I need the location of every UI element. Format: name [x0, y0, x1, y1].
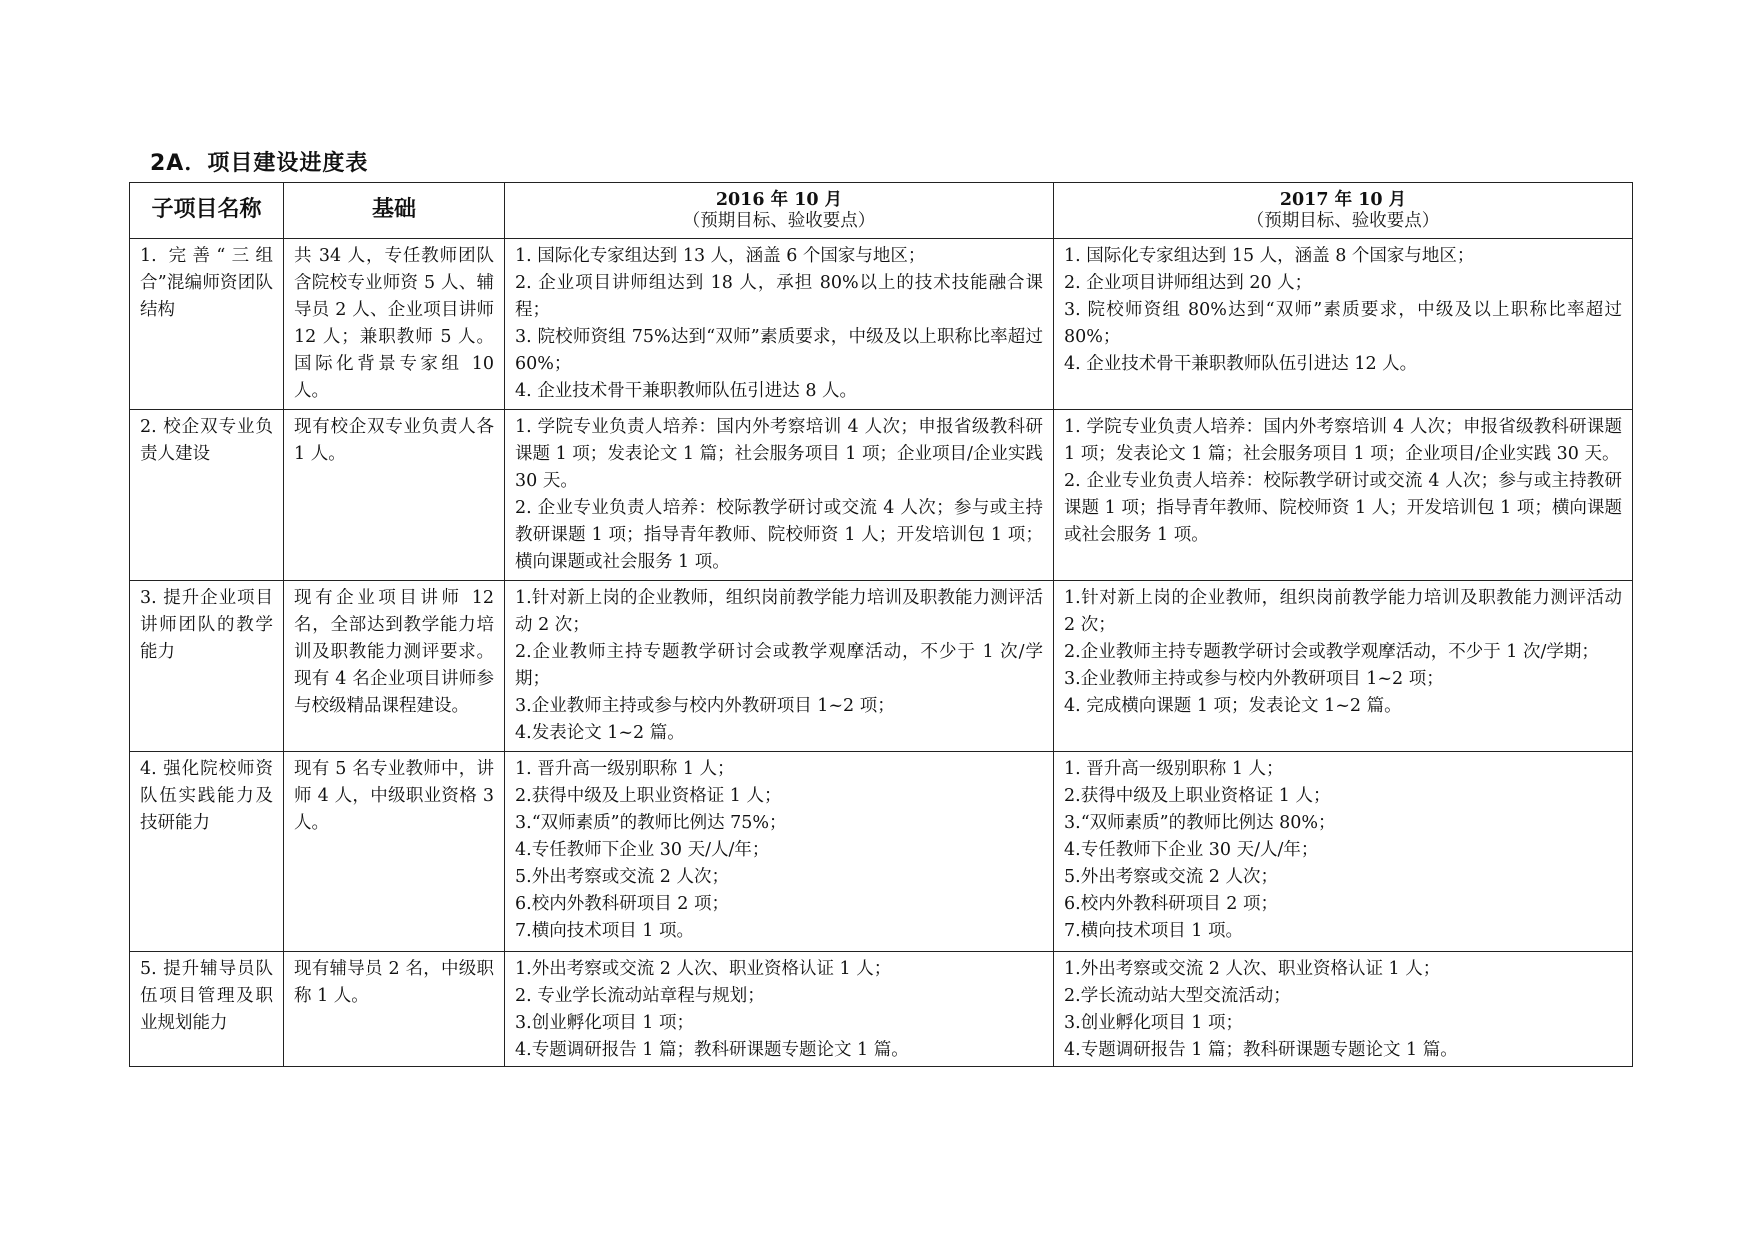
table-row: [130, 752, 1633, 952]
target-2016-cell: 1.外出考察或交流 2 人次、职业资格认证 1 人； 2. 专业学长流动站章程与规划； 3.创业孵化项目 1 项； 4.专题调研报告 1 篇；教科研课题专题论文 1 篇。: [505, 952, 1054, 1067]
table-header-row: [130, 183, 1633, 239]
subproject-name-cell: 1. 完善“三组合”混编师资团队结构: [130, 239, 284, 410]
header-2017: 2017 年 10 月 （预期目标、验收要点）: [1054, 183, 1633, 239]
document-title: 2A．项目建设进度表: [150, 151, 369, 176]
header-2016: 2016 年 10 月 （预期目标、验收要点）: [505, 183, 1054, 239]
progress-schedule-table: [129, 182, 1633, 1067]
table-row: [130, 952, 1633, 1067]
table-row: [130, 410, 1633, 581]
basis-cell: 现有校企双专业负责人各 1 人。: [284, 410, 505, 581]
table-row: [130, 581, 1633, 752]
header-basis: 基础: [284, 183, 505, 239]
target-2017-cell: 1.外出考察或交流 2 人次、职业资格认证 1 人； 2.学长流动站大型交流活动； 3.创业孵化项目 1 项； 4.专题调研报告 1 篇；教科研课题专题论文 1 篇。: [1054, 952, 1633, 1067]
target-2017-cell: 1. 晋升高一级别职称 1 人； 2.获得中级及上职业资格证 1 人； 3.“双师素质”的教师比例达 80%； 4.专任教师下企业 30 天/人/年； 5.外出考察或交流 2 人次； 6.校内外教科研项目 2 项； 7.横向技术项目 1 项。: [1054, 752, 1633, 952]
subproject-name-cell: 3. 提升企业项目讲师团队的教学能力: [130, 581, 284, 752]
header-subproject-name: 子项目名称: [130, 183, 284, 239]
basis-cell: 现有 5 名专业教师中，讲师 4 人，中级职业资格 3 人。: [284, 752, 505, 952]
target-2017-cell: 1. 国际化专家组达到 15 人，涵盖 8 个国家与地区； 2. 企业项目讲师组达到 20 人； 3. 院校师资组 80%达到“双师”素质要求，中级及以上职称比率超过 80%； 4. 企业技术骨干兼职教师队伍引进达 12 人。: [1054, 239, 1633, 410]
basis-cell: 现有辅导员 2 名，中级职称 1 人。: [284, 952, 505, 1067]
target-2016-cell: 1. 国际化专家组达到 13 人，涵盖 6 个国家与地区； 2. 企业项目讲师组达到 18 人，承担 80%以上的技术技能融合课程； 3. 院校师资组 75%达到“双师”素质要求，中级及以上职称比率超过 60%； 4. 企业技术骨干兼职教师队伍引进达 8 人。: [505, 239, 1054, 410]
basis-cell: 现有企业项目讲师 12 名，全部达到教学能力培训及职教能力测评要求。现有 4 名企业项目讲师参与校级精品课程建设。: [284, 581, 505, 752]
target-2016-cell: 1.针对新上岗的企业教师，组织岗前教学能力培训及职教能力测评活动 2 次； 2.企业教师主持专题教学研讨会或教学观摩活动，不少于 1 次/学期； 3.企业教师主持或参与校内外教研项目 1~2 项； 4.发表论文 1~2 篇。: [505, 581, 1054, 752]
target-2016-cell: 1. 晋升高一级别职称 1 人； 2.获得中级及上职业资格证 1 人； 3.“双师素质”的教师比例达 75%； 4.专任教师下企业 30 天/人/年； 5.外出考察或交流 2 人次； 6.校内外教科研项目 2 项； 7.横向技术项目 1 项。: [505, 752, 1054, 952]
target-2016-cell: 1. 学院专业负责人培养：国内外考察培训 4 人次；申报省级教科研课题 1 项；发表论文 1 篇；社会服务项目 1 项；企业项目/企业实践 30 天。 2. 企业专业负责人培养：校际教学研讨或交流 4 人次；参与或主持教研课题 1 项；指导青年教师、院校师资 1 人；开发培训包 1 项；横向课题或社会服务 1 项。: [505, 410, 1054, 581]
table-row: [130, 239, 1633, 410]
subproject-name-cell: 2. 校企双专业负责人建设: [130, 410, 284, 581]
subproject-name-cell: 5. 提升辅导员队伍项目管理及职业规划能力: [130, 952, 284, 1067]
basis-cell: 共 34 人，专任教师团队含院校专业师资 5 人、辅导员 2 人、企业项目讲师 12 人；兼职教师 5 人。国际化背景专家组 10 人。: [284, 239, 505, 410]
target-2017-cell: 1. 学院专业负责人培养：国内外考察培训 4 人次；申报省级教科研课题 1 项；发表论文 1 篇；社会服务项目 1 项；企业项目/企业实践 30 天。 2. 企业专业负责人培养：校际教学研讨或交流 4 人次；参与或主持教研课题 1 项；指导青年教师、院校师资 1 人；开发培训包 1 项；横向课题或社会服务 1 项。: [1054, 410, 1633, 581]
target-2017-cell: 1.针对新上岗的企业教师，组织岗前教学能力培训及职教能力测评活动 2 次； 2.企业教师主持专题教学研讨会或教学观摩活动，不少于 1 次/学期； 3.企业教师主持或参与校内外教研项目 1~2 项； 4. 完成横向课题 1 项；发表论文 1~2 篇。: [1054, 581, 1633, 752]
subproject-name-cell: 4. 强化院校师资队伍实践能力及技研能力: [130, 752, 284, 952]
